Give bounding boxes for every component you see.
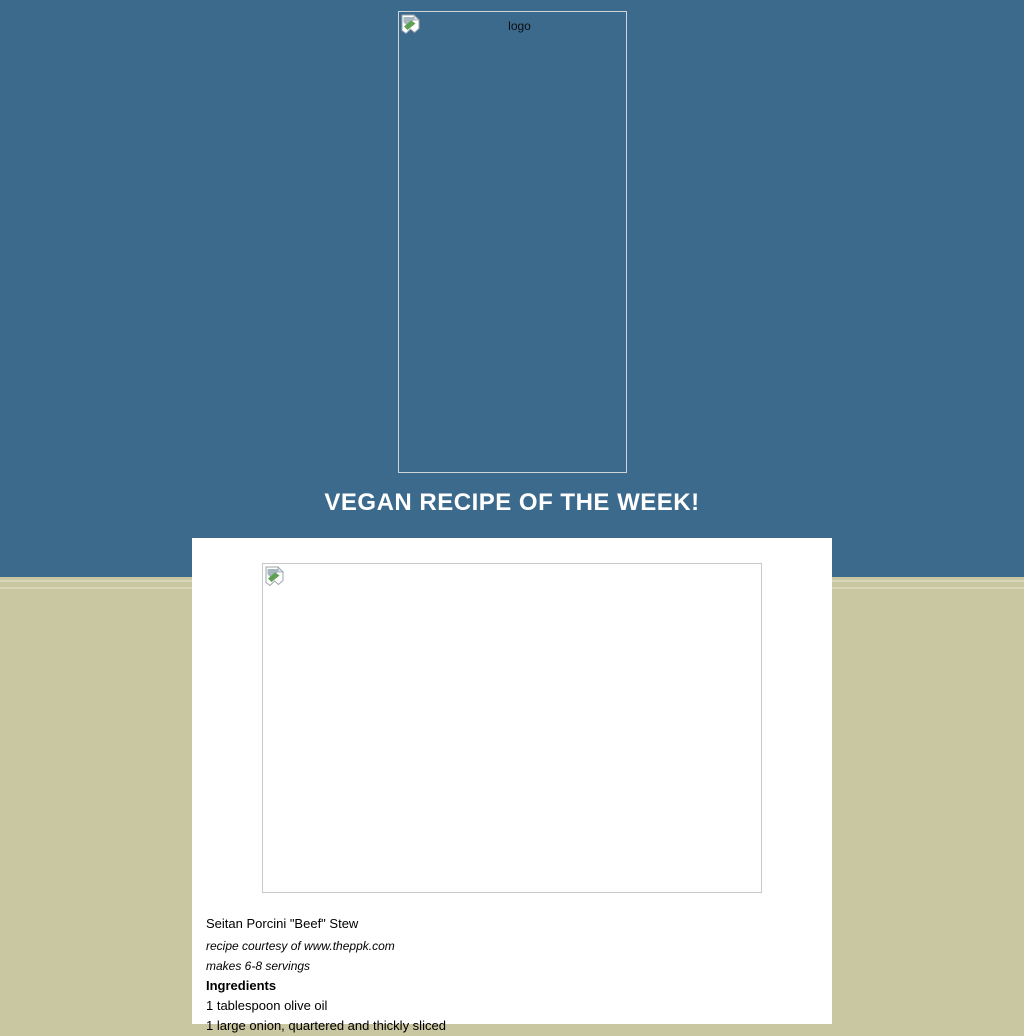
recipe-credit: recipe courtesy of www.theppk.com: [206, 939, 395, 953]
ingredient-item: 1 tablespoon olive oil: [206, 998, 328, 1013]
content-card: [192, 538, 832, 1033]
recipe-servings: makes 6-8 servings: [206, 959, 311, 973]
recipe-image-placeholder: [262, 563, 762, 893]
broken-image-icon: [265, 566, 284, 587]
recipe-title: Seitan Porcini "Beef" Stew: [206, 916, 359, 931]
ingredient-item: 1 large onion, quartered and thickly sliced: [206, 1018, 446, 1033]
recipe-text-block: [192, 914, 832, 1036]
logo-image-placeholder: [398, 11, 627, 473]
newsletter-headline: VEGAN RECIPE OF THE WEEK!: [324, 489, 700, 516]
logo-alt-text: logo: [508, 19, 531, 33]
ingredients-heading: Ingredients: [206, 978, 277, 993]
